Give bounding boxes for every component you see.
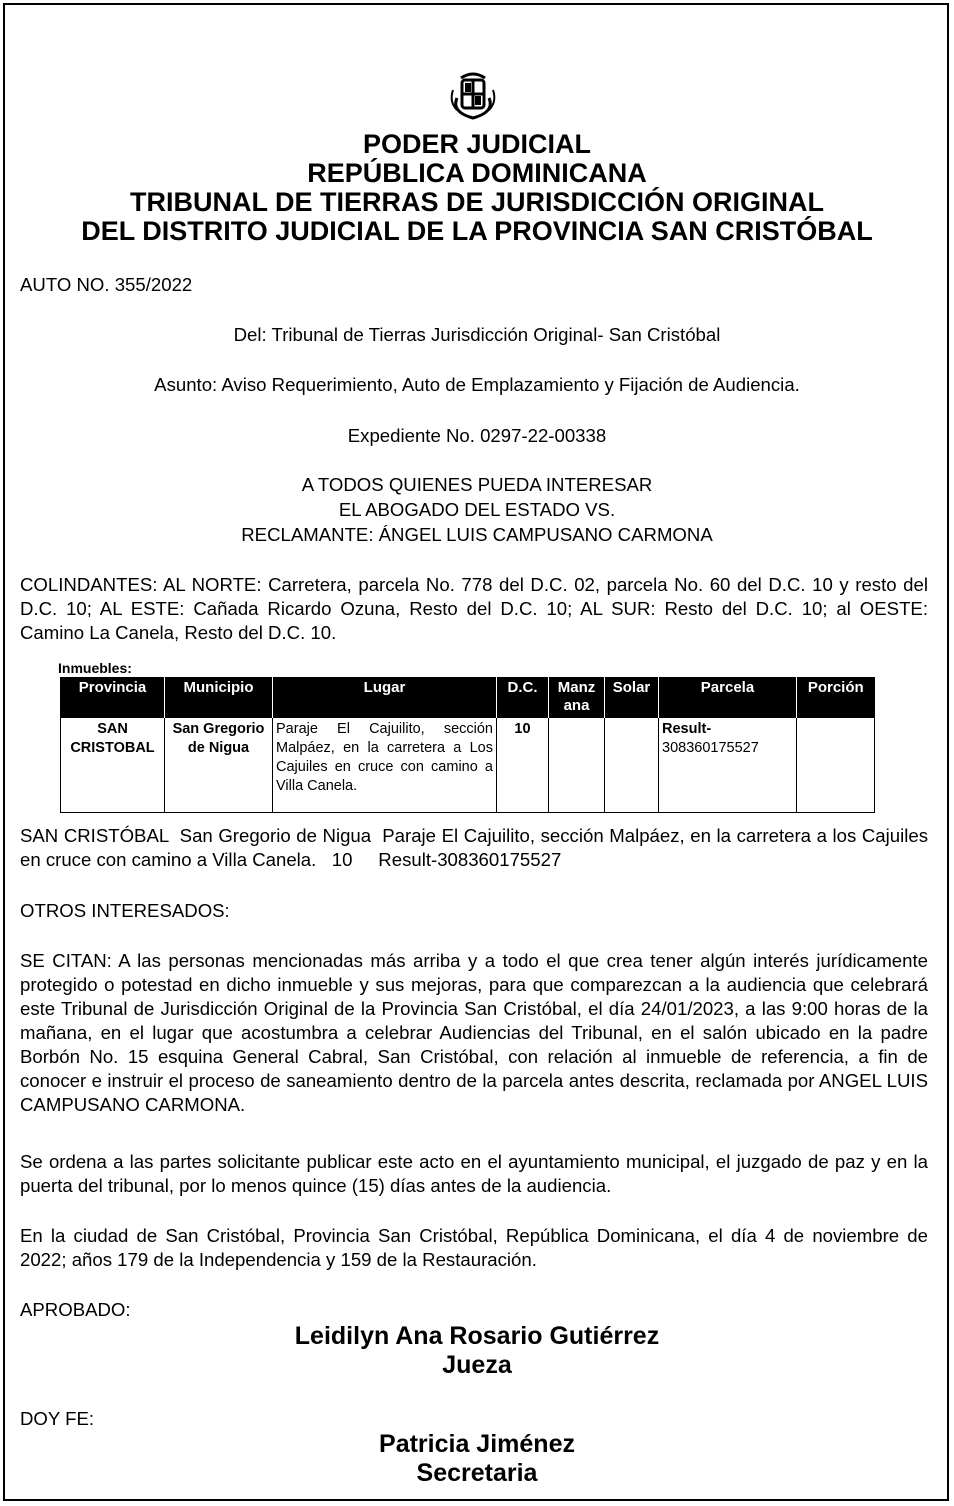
col-lugar: Lugar xyxy=(273,677,497,718)
cell-lugar: Paraje El Cajuilito, sección Malpáez, en la carretera a Los Cajuiles en cruce con camino a Villa Canela. xyxy=(273,718,497,813)
cell-parcela xyxy=(659,718,797,813)
col-municipio: Municipio xyxy=(165,677,273,718)
parcela-label: Result- xyxy=(662,721,712,737)
resumen-paragraph: SAN CRISTÓBAL San Gregorio de Nigua Paraje El Cajuilito, sección Malpáez, en la carretera a los Cajuiles en cruce con camino a Villa Canela. 10 Result-308360175527 xyxy=(20,825,934,870)
col-solar: Solar xyxy=(605,677,659,718)
del-line: Del: Tribunal de Tierras Jurisdicción Original- San Cristóbal xyxy=(233,324,721,345)
header-line-1: PODER JUDICIAL xyxy=(362,129,592,159)
ciudad-paragraph: En la ciudad de San Cristóbal, Provincia San Cristóbal, República Dominicana, el día 4 de noviembre de 2022; años 179 de la Independencia y 159 de la Restauración. xyxy=(20,1225,928,1270)
cell-provincia: SAN CRISTOBAL xyxy=(61,718,165,813)
doy-fe-label: DOY FE: xyxy=(20,1408,95,1429)
cell-porcion xyxy=(797,718,875,813)
col-dc: D.C. xyxy=(497,677,549,718)
parcela-number: 308360175527 xyxy=(662,740,759,756)
header-line-2: REPÚBLICA DOMINICANA xyxy=(307,158,647,188)
secretaria-name: Patricia Jiménez xyxy=(379,1430,575,1458)
se-ordena-paragraph: Se ordena a las partes solicitante publicar este acto en el ayuntamiento municipal, el juzgado de paz y en la puerta del tribunal, por lo menos quince (15) días antes de la audiencia. xyxy=(20,1151,928,1196)
se-citan-paragraph: SE CITAN: A las personas mencionadas más arriba y a todo el que crea tener algún interés jurídicamente protegido o potestad en dicho inmueble y sus mejoras, para que comparezcan a la audiencia que celebrará este Tribunal de Jurisdicción Original de la Provincia San Cristóbal, el día 24/01/2023, a las 9:00 horas de la mañana, en el lugar que acostumbra a celebrar Audiencias del Tribunal, en el salón ubicado en la padre Borbón No. 15 esquina General Cabral, San Cristóbal, con relación al inmueble de referencia, a fin de conocer e instruir el proceso de saneamiento dentro de la parcela antes descrita, reclamada por ANGEL LUIS CAMPUSANO CARMONA. xyxy=(20,950,928,1115)
secretaria-title: Secretaria xyxy=(416,1459,538,1487)
inmuebles-table xyxy=(60,677,875,813)
col-provincia: Provincia xyxy=(61,677,165,718)
cell-manzana xyxy=(549,718,605,813)
aprobado-label: APROBADO: xyxy=(20,1299,131,1320)
coat-of-arms-icon xyxy=(447,68,499,120)
table-row xyxy=(61,718,875,813)
dirigido-line-2: EL ABOGADO DEL ESTADO VS. xyxy=(338,499,616,520)
cell-solar xyxy=(605,718,659,813)
col-manzana: Manz ana xyxy=(549,677,605,718)
col-parcela: Parcela xyxy=(659,677,797,718)
colindantes-paragraph: COLINDANTES: AL NORTE: Carretera, parcela No. 778 del D.C. 02, parcela No. 60 del D.C. 10 y resto del D.C. 10; AL ESTE: Cañada Ricardo Ozuna, Resto del D.C. 10; AL SUR: Resto del D.C. 10; al OESTE: Camino La Canela, Resto del D.C. 10. xyxy=(20,574,928,643)
col-porcion: Porción xyxy=(797,677,875,718)
dirigido-line-1: A TODOS QUIENES PUEDA INTERESAR xyxy=(301,474,653,495)
asunto-line: Asunto: Aviso Requerimiento, Auto de Emplazamiento y Fijación de Audiencia. xyxy=(154,374,800,395)
header-line-3: TRIBUNAL DE TIERRAS DE JURISDICCIÓN ORIGINAL xyxy=(129,187,825,217)
table-header-row xyxy=(61,677,875,718)
inmuebles-label: Inmuebles: xyxy=(58,660,132,676)
jueza-name: Leidilyn Ana Rosario Gutiérrez xyxy=(294,1322,660,1350)
cell-dc: 10 xyxy=(497,718,549,813)
header-line-4: DEL DISTRITO JUDICIAL DE LA PROVINCIA SAN CRISTÓBAL xyxy=(81,216,873,246)
cell-municipio: San Gregorio de Nigua xyxy=(165,718,273,813)
jueza-title: Jueza xyxy=(442,1351,512,1379)
dirigido-line-3: RECLAMANTE: ÁNGEL LUIS CAMPUSANO CARMONA xyxy=(241,524,713,545)
otros-interesados: OTROS INTERESADOS: xyxy=(20,900,230,921)
expediente-line: Expediente No. 0297-22-00338 xyxy=(347,425,607,446)
auto-number: AUTO NO. 355/2022 xyxy=(20,274,193,295)
